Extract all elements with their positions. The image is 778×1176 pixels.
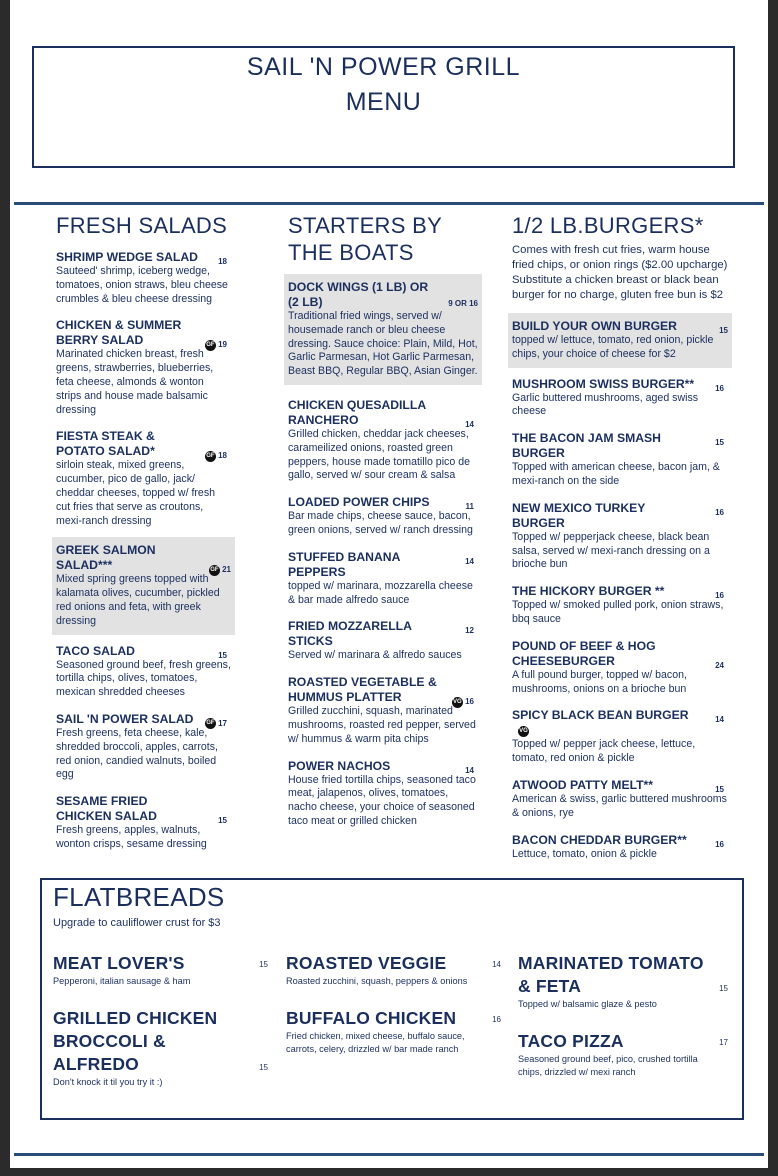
item-description: Bar made chips, cheese sauce, bacon, green onions, served w/ ranch dressing [288,510,473,536]
item-price: 24 [715,660,724,670]
item-name: ATWOOD PATTY MELT** [512,777,654,792]
flatbread-item [53,1007,268,1089]
menu-item [512,428,728,492]
item-name: MUSHROOM SWISS BURGER** [512,376,695,391]
item-name: NEW MEXICO TURKEY BURGER [512,500,646,530]
burgers-intro: Comes with fresh cut fries, warm house fried chips, or onion rings ($2.00 upcharge) Substitute a chicken breast or black bean burger for no charge, gluten free bun is $2 [512,244,728,301]
menu-page [10,0,768,1168]
item-price: 18 [218,451,227,461]
menu-item [288,492,478,541]
item-name: POWER NACHOS [288,758,391,773]
restaurant-name: SAIL 'N POWER GRILL [246,53,521,81]
item-price: 15 [259,960,268,969]
menu-item [512,705,728,769]
menu-item [288,672,478,749]
item-description: Roasted zucchini, squash, peppers & onions [286,976,468,986]
item-price: 11 [465,502,474,512]
item-description: Topped w/ smoked pulled pork, onion straws, bbq sauce [512,599,724,625]
gluten-free-icon: GF [205,718,216,729]
menu-item [512,830,728,865]
item-name: ROASTED VEGETABLE & HUMMUS PLATTER [288,675,437,705]
item-price: 15 [719,984,728,993]
item-description: A full pound burger, topped w/ bacon, mushrooms, onions on a brioche bun [512,668,687,695]
item-name: SPICY BLACK BEAN BURGER [512,708,689,723]
item-name: CHICKEN & SUMMER BERRY SALAD [56,318,182,348]
flatbreads-section [40,878,744,1120]
item-description: Served w/ marinara & alfredo sauces [288,649,462,662]
menu-item-highlighted [508,313,732,368]
item-price: 17 [218,718,227,728]
item-name: SHRIMP WEDGE SALAD [56,250,198,264]
item-description: House fried tortilla chips, seasoned taco meat, jalapenos, olives, tomatoes, nacho cheese, your choice of seasoned taco meat or grilled chicken [288,773,476,827]
menu-item [512,374,728,423]
item-price: 15 [715,438,724,448]
menu-item [288,395,478,486]
menu-item-highlighted [284,274,482,385]
item-name: BUFFALO CHICKEN [286,1008,457,1028]
item-name: FIESTA STEAK & POTATO SALAD* [56,429,155,459]
menu-item [56,247,231,309]
bottom-divider [14,1153,764,1156]
item-description: Don't knock it til you try it :) [53,1077,163,1087]
item-name: POUND OF BEEF & HOG CHEESEBURGER [512,638,656,668]
item-description: Seasoned ground beef, pico, crushed tortilla chips, drizzled w/ mexi ranch [518,1054,698,1077]
menu-item [56,641,231,703]
gluten-free-icon: GF [205,451,216,462]
menu-item [288,756,478,832]
gluten-free-icon: GF [205,340,216,351]
item-name: BACON CHEDDAR BURGER** [512,832,687,847]
item-price: 15 [218,816,227,826]
item-price: 14 [465,419,474,429]
item-name: CHICKEN QUESADILLA RANCHERO [288,397,426,427]
menu-item [288,547,478,611]
item-description: topped w/ marinara, mozzarella cheese & bar made alfredo sauce [288,579,473,606]
item-name: TACO SALAD [56,643,135,658]
item-name: DOCK WINGS (1 LB) OR (2 LB) [288,280,429,309]
item-description: Fresh greens, feta cheese, kale, shredded broccoli, apples, carrots, red onion, candied walnuts, boiled egg [56,726,218,781]
vegetarian-icon: VG [452,697,463,708]
item-description: Topped w/ pepper jack cheese, lettuce, tomato, red onion & pickle [512,738,696,765]
item-name: LOADED POWER CHIPS [288,495,430,510]
top-divider [14,202,764,205]
item-price: 14 [465,556,474,566]
menu-item [56,315,231,420]
item-description: Traditional fried wings, served w/ housemade ranch or bleu cheese dressing. Sauce choice: Plain, Mild, Hot, Garlic Parmesan, Hot Garlic Parmesan, Beast BBQ, Regular BBQ, Asian Ginger. [288,310,478,378]
item-name: THE HICKORY BURGER ** [512,584,665,599]
item-price: 15 [259,1063,268,1072]
item-description: Marinated chicken breast, fresh greens, strawberries, blueberries, feta cheese, almonds & wonton strips and house made balsamic dressing [56,348,214,416]
item-description: Topped w/ pepperjack cheese, black bean salsa, served w/ mexi-ranch dressing on a brioche bun [512,530,710,571]
item-name: SESAME FRIED CHICKEN SALAD [56,794,157,824]
item-description: Mixed spring greens topped with kalamata olives, cucumber, pickled red onions and feta, with greek dressing [56,573,220,627]
menu-item [288,616,478,666]
item-name: STUFFED BANANA PEPPERS [288,549,400,579]
item-name: SAIL 'N POWER SALAD [56,711,194,726]
item-name: GRILLED CHICKEN BROCCOLI & ALFREDO [53,1008,218,1074]
flatbread-item [518,1030,732,1078]
item-description: Topped w/ balsamic glaze & pesto [518,999,657,1009]
item-name: BUILD YOUR OWN BURGER [512,319,677,333]
item-description: sirloin steak, mixed greens, cucumber, pico de gallo, jack/ cheddar cheeses, topped w/ fresh cut fries that serve as croutons, mexi-ranch dressing [56,459,216,527]
item-description: Seasoned ground beef, fresh greens, tortilla chips, olives, tomatoes, mexican shredded cheeses [56,658,231,699]
item-description: Garlic buttered mushrooms, aged swiss cheese [512,391,699,418]
item-price: 14 [465,765,474,775]
item-description: Lettuce, tomato, onion & pickle [512,847,657,860]
item-name: TACO PIZZA [518,1031,624,1051]
burgers-title: 1/2 LB.BURGERS* [512,213,704,238]
item-price: 18 [218,257,227,266]
menu-item [512,636,728,700]
item-description: Topped with american cheese, bacon jam, & mexi-ranch on the side [512,461,720,487]
menu-item [56,709,231,785]
item-name: MEAT LOVER'S [53,953,185,973]
salads-title: FRESH SALADS [56,213,228,238]
item-price: 16 [715,591,724,601]
item-price: 15 [218,650,227,660]
item-name: ROASTED VEGGIE [286,953,447,973]
item-price: 21 [222,565,231,575]
item-description: Pepperoni, italian sausage & ham [53,976,191,986]
item-description: Grilled chicken, cheddar jack cheeses, carameilized onions, roasted green peppers, house made tomatillo pico de gallo, served w/ sour cream & salsa [288,427,470,482]
menu-item-highlighted [52,537,235,634]
menu-item [56,791,231,855]
menu-item [512,498,728,575]
item-description: topped w/ lettuce, tomato, red onion, pickle chips, your choice of cheese for $2 [512,334,714,360]
item-price: 16 [492,1015,501,1024]
flatbreads-subtitle: Upgrade to cauliflower crust for $3 [53,917,221,929]
item-price: 12 [465,626,474,636]
menu-item [512,581,728,630]
item-description: Fried chicken, mixed cheese, buffalo sauce, carrots, celery, drizzled w/ bar made ranch [286,1031,465,1054]
gluten-free-icon: GF [209,565,220,576]
starters-column [288,212,478,838]
menu-header [32,46,735,168]
flatbread-item [53,952,268,988]
item-description: Sauteed' shrimp, iceberg wedge, tomatoes, onion straws, bleu cheese crumbles & bleu cheese dressing [56,265,228,305]
item-price: 14 [492,960,501,969]
item-description: American & swiss, garlic buttered mushrooms & onions, rye [512,792,727,819]
item-price: 15 [715,784,724,794]
item-price: 16 [465,697,474,707]
item-price: 14 [715,715,724,725]
item-price: 9 OR 16 [448,299,478,308]
menu-item [512,775,728,824]
menu-item [56,426,231,531]
item-name: THE BACON JAM SMASH BURGER [512,431,661,461]
item-price: 16 [715,839,724,849]
burgers-column [512,212,728,870]
item-price: 15 [719,326,728,335]
item-price: 17 [719,1038,728,1047]
item-name: FRIED MOZZARELLA STICKS [288,619,412,649]
menu-title: MENU [345,88,422,116]
item-price: 19 [218,340,227,350]
item-price: 16 [715,507,724,517]
item-name: MARINATED TOMATO & FETA [518,953,704,996]
starters-title: STARTERS BY THE BOATS [288,213,442,265]
flatbread-item [518,952,732,1011]
flatbread-item [286,1007,501,1055]
item-description: Fresh greens, apples, walnuts, wonton crisps, sesame dressing [56,824,207,850]
flatbread-item [286,952,501,988]
item-description: Grilled zucchini, squash, marinated mushrooms, roasted red pepper, served w/ hummus & warm pita chips [288,705,476,745]
vegetarian-icon: VG [518,726,529,737]
item-name: GREEK SALMON SALAD*** [56,543,156,573]
salads-column [56,212,231,861]
item-price: 16 [715,383,724,393]
flatbreads-title: FLATBREADS [53,882,225,912]
